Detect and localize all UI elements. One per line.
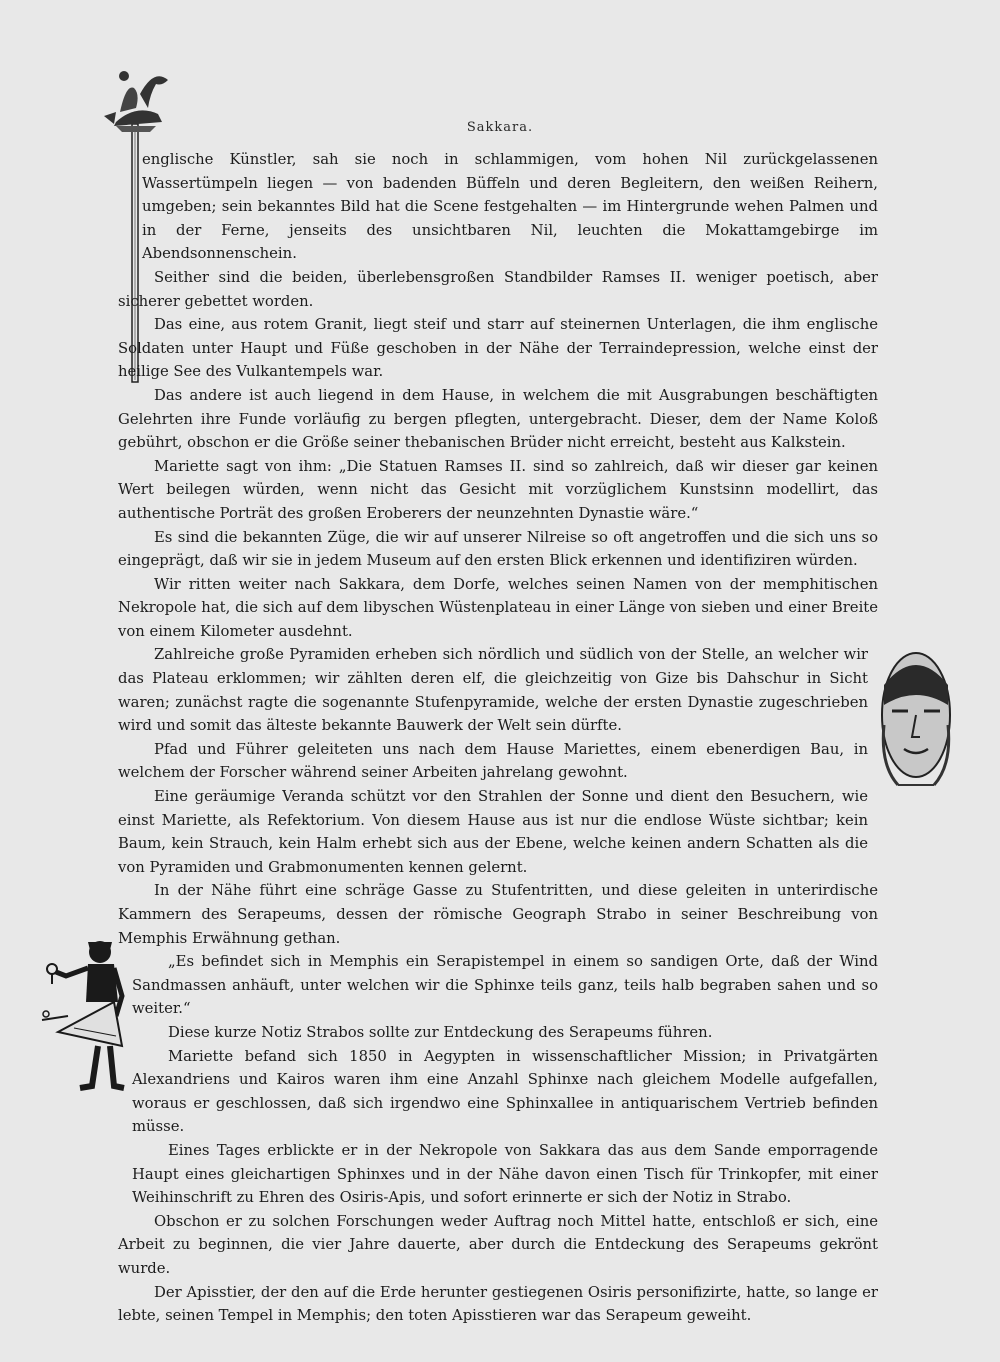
paragraph: Seither sind die beiden, überlebensgroßen Standbilder Ramses II. weniger poetisch, aber sicherer gebettet worden. <box>118 268 878 310</box>
paragraph: Eines Tages erblickte er in der Nekropole von Sakkara das aus dem Sande emporragende Haupt eines gleichartigen Sphinxes und in der Nähe davon einen Tisch für Trinkopfer, mit einer Weihinschrift zu Ehren des Osiris-Apis, und sofort erinnerte er sich der Notiz in Strabo. <box>132 1141 878 1207</box>
paragraph: Mariette sagt von ihm: „Die Statuen Ramses II. sind so zahlreich, daß wir dieser gar keinen Wert beilegen würden, wenn nicht das Gesicht mit vorzüglichem Kunstsinn modellirt, das authentische Porträt des großen Eroberers der neunzehnten Dynastie wäre.“ <box>118 457 878 522</box>
paragraph: Obschon er zu solchen Forschungen weder Auftrag noch Mittel hatte, entschloß er sich, eine Arbeit zu beginnen, die vier Jahre dauerte, aber durch die Entdeckung des Serapeums gekrönt wurde. <box>118 1212 878 1277</box>
paragraph: Es sind die bekannten Züge, die wir auf unserer Nilreise so oft angetroffen und die sich uns so eingeprägt, daß wir sie in jedem Museum auf den ersten Blick erkennen und identifiziren würden. <box>118 528 878 570</box>
paragraph: Eine geräumige Veranda schützt vor den Strahlen der Sonne und dient den Besuchern, wie einst Mariette, als Refektorium. Von diesem Hause aus ist nur die endlose Wüste sichtbar; kein Baum, kein Strauch, kein Halm erhebt sich aus der Ebene, welche keinen andern Schatten als die von Pyramiden und Grabmonumenten kennen gelernt. <box>118 788 868 876</box>
paragraph: Diese kurze Notiz Strabos sollte zur Entdeckung des Serapeums führen. <box>168 1023 713 1041</box>
paragraph: Das andere ist auch liegend in dem Hause, in welchem die mit Ausgrabungen beschäftigten Gelehrten ihre Funde vorläufig zu bergen pflegten, untergebracht. Dieser, dem der Name Koloß gebührt, obschon er die Größe seiner thebanischen Brüder nicht erreicht, besteht aus Kalkstein. <box>118 386 878 452</box>
body-text <box>118 148 878 1328</box>
paragraph: Mariette befand sich 1850 in Aegypten in wissenschaftlicher Mission; in Privatgärten Alexandriens und Kairos waren ihm eine Anzahl Sphinxe nach gleichem Modelle aufgefallen, woraus er geschlossen, daß sich irgendwo eine Sphinxallee in antiquarischem Vertrieb befinden müsse. <box>132 1047 878 1136</box>
paragraph: Wir ritten weiter nach Sakkara, dem Dorfe, welches seinen Namen von der memphitischen Nekropole hat, die sich auf dem libyschen Wüstenplateau in einer Länge von sieben und einer Breite von einem Kilometer ausdehnt. <box>118 575 878 640</box>
paragraph: Zahlreiche große Pyramiden erheben sich nördlich und südlich von der Stelle, an welcher wir das Plateau erklommen; wir zählten deren elf, die gleichzeitig von Gize bis Dahschur in Sicht waren; zunächst ragte die sogenannte Stufenpyramide, welche der ersten Dynastie zugeschrieben wird und somit das älteste bekannte Bauwerk der Welt sein dürfte. <box>118 646 868 735</box>
paragraph: Das eine, aus rotem Granit, liegt steif und starr auf steinernen Unterlagen, die ihm englische Soldaten unter Haupt und Füße geschoben in der Nähe der Terraindepression, welche einst der heilige See des Vulkantempels war. <box>118 316 878 381</box>
paragraph: Pfad und Führer geleiteten uns nach dem Hause Mariettes, einem ebenerdigen Bau, in welchem der Forscher während seiner Arbeiten jahrelang gewohnt. <box>118 740 868 782</box>
running-title: Sakkara. <box>466 120 534 135</box>
paragraph: „Es befindet sich in Memphis ein Serapistempel in einem so sandigen Orte, daß der Wind Sandmassen anhäuft, unter welchen wir die Sphinxe teils ganz, teils halb begraben sahen und so weiter.“ <box>132 953 878 1018</box>
paragraph: In der Nähe führt eine schräge Gasse zu Stufentritten, und diese geleiten in unterirdische Kammern des Serapeums, dessen der römische Geograph Strabo in seiner Beschreibung von Memphis Erwähnung gethan. <box>118 882 878 947</box>
paragraph: englische Künstler, sah sie noch in schlammigen, vom hohen Nil zurückgelassenen Wassertümpeln liegen — von badenden Büffeln und deren Begleitern, den weißen Reihern, umgeben; sein bekanntes Bild hat die Scene festgehalten — im Hintergrunde wehen Palmen und in der Ferne, jenseits des unsichtbaren Nil, leuchten die Mokattamgebirge im Abendsonnenschein. <box>142 151 878 263</box>
mummy-mask-illustration <box>878 645 954 795</box>
paragraph: Der Apisstier, der den auf die Erde herunter gestiegenen Osiris personifizirte, hatte, so lange er lebte, seinen Tempel in Memphis; den toten Apisstieren war das Serapeum geweiht. <box>118 1283 878 1325</box>
